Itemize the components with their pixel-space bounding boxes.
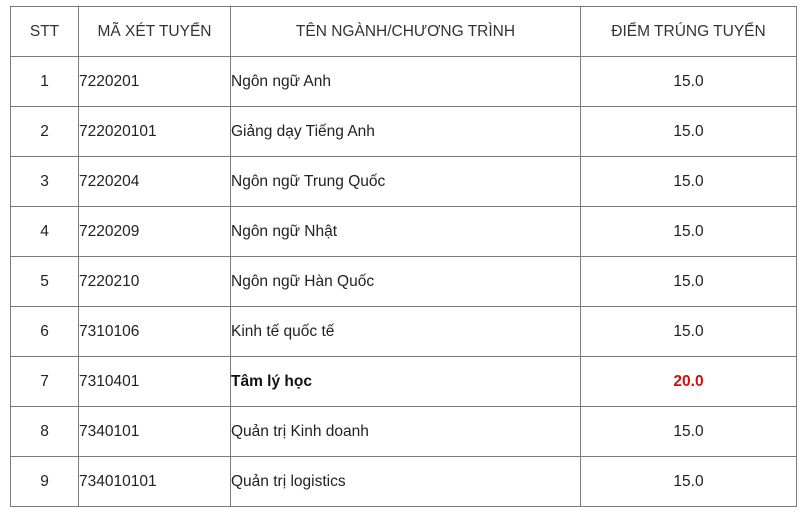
- row-name: Tâm lý học: [231, 357, 581, 407]
- table-row: [11, 257, 797, 307]
- row-code: 7340101: [79, 407, 231, 457]
- header-row: [11, 7, 797, 57]
- row-code: 7220210: [79, 257, 231, 307]
- header-name: TÊN NGÀNH/CHƯƠNG TRÌNH: [231, 7, 581, 57]
- header-score: ĐIỂM TRÚNG TUYỂN: [581, 7, 797, 57]
- row-name: Giảng dạy Tiếng Anh: [231, 107, 581, 157]
- row-stt: 3: [11, 157, 79, 207]
- row-name: Ngôn ngữ Nhật: [231, 207, 581, 257]
- row-score: 15.0: [581, 207, 797, 257]
- row-stt: 9: [11, 457, 79, 507]
- header-stt: STT: [11, 7, 79, 57]
- row-code: 7220201: [79, 57, 231, 107]
- row-name: Kinh tế quốc tế: [231, 307, 581, 357]
- row-stt: 4: [11, 207, 79, 257]
- table-body: [11, 57, 797, 507]
- row-name: Ngôn ngữ Anh: [231, 57, 581, 107]
- row-score: 15.0: [581, 257, 797, 307]
- row-name: Ngôn ngữ Trung Quốc: [231, 157, 581, 207]
- row-score: 15.0: [581, 307, 797, 357]
- table-header: [11, 7, 797, 57]
- row-stt: 6: [11, 307, 79, 357]
- admission-score-table: [10, 6, 797, 507]
- row-stt: 8: [11, 407, 79, 457]
- row-code: 7220204: [79, 157, 231, 207]
- row-score: 15.0: [581, 157, 797, 207]
- header-code: MÃ XÉT TUYỂN: [79, 7, 231, 57]
- table-row: [11, 57, 797, 107]
- row-name: Ngôn ngữ Hàn Quốc: [231, 257, 581, 307]
- table-row: [11, 457, 797, 507]
- row-score: 15.0: [581, 107, 797, 157]
- row-stt: 1: [11, 57, 79, 107]
- row-name: Quản trị Kinh doanh: [231, 407, 581, 457]
- row-code: 7310106: [79, 307, 231, 357]
- row-code: 722020101: [79, 107, 231, 157]
- table-row: [11, 407, 797, 457]
- row-stt: 2: [11, 107, 79, 157]
- row-score-highlighted: 20.0: [581, 357, 797, 407]
- table-row: [11, 157, 797, 207]
- table-row: [11, 207, 797, 257]
- row-name: Quản trị logistics: [231, 457, 581, 507]
- table-row: [11, 107, 797, 157]
- row-code: 7310401: [79, 357, 231, 407]
- row-score: 15.0: [581, 407, 797, 457]
- row-code: 734010101: [79, 457, 231, 507]
- row-stt: 7: [11, 357, 79, 407]
- table-row-highlighted: [11, 357, 797, 407]
- row-score: 15.0: [581, 457, 797, 507]
- row-code: 7220209: [79, 207, 231, 257]
- row-score: 15.0: [581, 57, 797, 107]
- table-row: [11, 307, 797, 357]
- row-stt: 5: [11, 257, 79, 307]
